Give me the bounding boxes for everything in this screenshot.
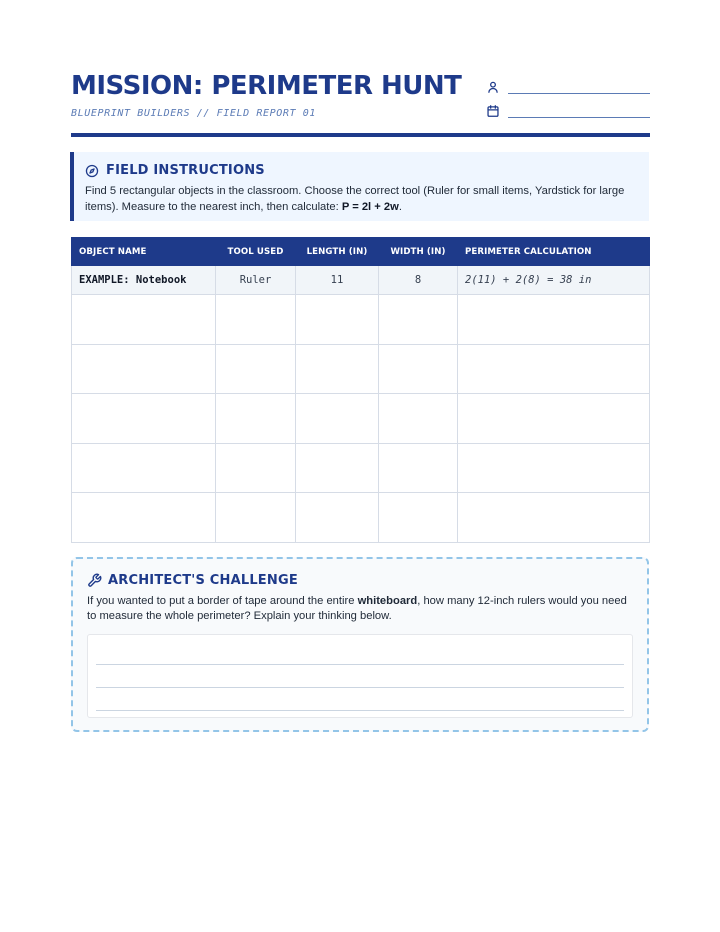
example-row	[72, 266, 650, 295]
tool-used-cell[interactable]	[216, 344, 296, 394]
instructions-heading	[85, 163, 637, 178]
tool-used-cell[interactable]	[216, 295, 296, 345]
instructions-end: .	[398, 201, 402, 213]
example-calculation: 2(11) + 2(8) = 38 in	[458, 266, 650, 295]
wrench-icon	[87, 573, 102, 588]
length-cell[interactable]	[296, 443, 379, 493]
page-title: MISSION: PERIMETER HUNT	[71, 71, 462, 101]
header-divider	[71, 133, 650, 137]
table-header-row	[72, 238, 650, 266]
instructions-body: Find 5 rectangular objects in the classroom. Choose the correct tool (Ruler for small items, Yardstick for large items). Measure to the nearest inch, then calculate:	[85, 185, 625, 213]
width-cell[interactable]	[379, 493, 458, 543]
challenge-text-before: If you wanted to put a border of tape around the entire	[87, 595, 358, 607]
perimeter-cell[interactable]	[458, 443, 650, 493]
example-length: 11	[296, 266, 379, 295]
challenge-text	[87, 594, 633, 624]
object-name-cell[interactable]	[72, 295, 216, 345]
page-subtitle: BLUEPRINT BUILDERS // FIELD REPORT 01	[71, 108, 316, 119]
table-row	[72, 394, 650, 444]
challenge-text-after: , how many 12-inch rulers would you need to measure the whole perimeter? Explain your thinking below.	[87, 595, 627, 622]
answer-line	[96, 687, 624, 688]
date-field-row	[486, 101, 650, 121]
date-field[interactable]	[508, 104, 650, 118]
challenge-heading	[87, 573, 633, 588]
instructions-title: FIELD INSTRUCTIONS	[106, 163, 265, 178]
table-row	[72, 344, 650, 394]
width-cell[interactable]	[379, 344, 458, 394]
length-cell[interactable]	[296, 295, 379, 345]
perimeter-formula: P = 2l + 2w	[341, 201, 399, 213]
object-name-cell[interactable]	[72, 493, 216, 543]
table-row	[72, 295, 650, 345]
architects-challenge-panel	[71, 557, 649, 732]
compass-icon	[85, 164, 99, 178]
length-cell[interactable]	[296, 493, 379, 543]
header-object-name: OBJECT NAME	[72, 238, 216, 266]
challenge-keyword: whiteboard	[357, 595, 418, 607]
answer-line	[96, 664, 624, 665]
table-row	[72, 443, 650, 493]
perimeter-cell[interactable]	[458, 295, 650, 345]
width-cell[interactable]	[379, 295, 458, 345]
perimeter-cell[interactable]	[458, 344, 650, 394]
example-width: 8	[379, 266, 458, 295]
object-name-cell[interactable]	[72, 394, 216, 444]
width-cell[interactable]	[379, 443, 458, 493]
field-instructions-panel	[70, 152, 649, 221]
answer-box[interactable]	[87, 634, 633, 718]
width-cell[interactable]	[379, 394, 458, 444]
length-cell[interactable]	[296, 394, 379, 444]
user-icon	[486, 80, 500, 94]
challenge-title: ARCHITECT'S CHALLENGE	[108, 573, 298, 588]
instructions-text	[85, 183, 637, 215]
table-row	[72, 493, 650, 543]
object-name-cell[interactable]	[72, 344, 216, 394]
object-name-cell[interactable]	[72, 443, 216, 493]
example-tool: Ruler	[216, 266, 296, 295]
answer-line	[96, 710, 624, 711]
tool-used-cell[interactable]	[216, 443, 296, 493]
measurement-table	[71, 237, 650, 543]
header-width: WIDTH (IN)	[379, 238, 458, 266]
header-length: LENGTH (IN)	[296, 238, 379, 266]
perimeter-cell[interactable]	[458, 493, 650, 543]
tool-used-cell[interactable]	[216, 493, 296, 543]
header-tool-used: TOOL USED	[216, 238, 296, 266]
tool-used-cell[interactable]	[216, 394, 296, 444]
header-perimeter-calculation: PERIMETER CALCULATION	[458, 238, 650, 266]
name-field-row	[486, 77, 650, 97]
length-cell[interactable]	[296, 344, 379, 394]
name-field[interactable]	[508, 80, 650, 94]
calendar-icon	[486, 104, 500, 118]
perimeter-cell[interactable]	[458, 394, 650, 444]
example-object: EXAMPLE: Notebook	[72, 266, 216, 295]
